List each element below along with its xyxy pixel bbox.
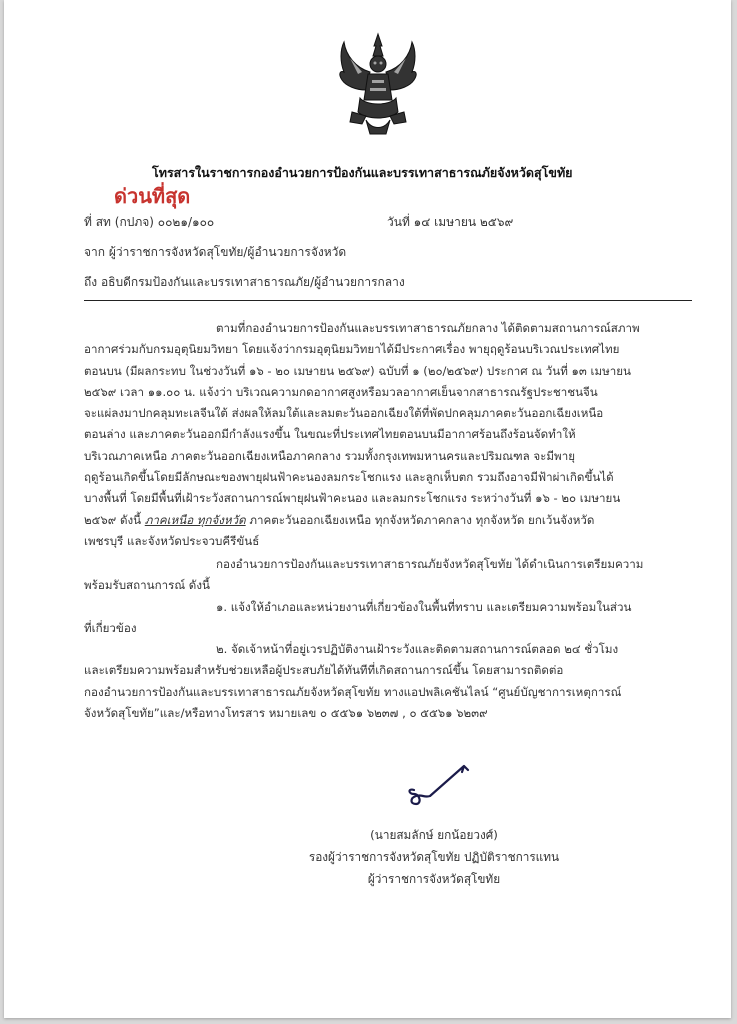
- garuda-emblem-icon: [336, 28, 420, 138]
- from-field: จาก ผู้ว่าราชการจังหวัดสุโขทัย/ผู้อำนวยการจังหวัด: [84, 245, 347, 259]
- signer-position: รองผู้ว่าราชการจังหวัดสุโขทัย ปฏิบัติราชการแทน: [308, 850, 560, 864]
- underlined-region: ภาคเหนือ ทุกจังหวัด: [144, 512, 246, 527]
- paragraph-line: กองอำนวยการป้องกันและบรรเทาสาธารณภัยจังหวัดสุโขทัย ได้ดำเนินการเตรียมความ: [216, 557, 644, 571]
- paragraph-line: จังหวัดสุโขทัย”และ/หรือทางโทรสาร หมายเลข ๐ ๕๕๖๑ ๖๒๓๗ , ๐ ๕๕๖๑ ๖๒๓๙: [84, 706, 488, 721]
- list-item-2: ๒. จัดเจ้าหน้าที่อยู่เวรปฏิบัติงานเฝ้าระวังและติดตามสถานการณ์ตลอด ๒๔ ชั่วโมง: [216, 642, 619, 657]
- paragraph-line: ๒๕๖๙ เวลา ๑๑.๐๐ น. แจ้งว่า บริเวณความกดอากาศสูงหรือมวลอากาศเย็นจากสาธารณรัฐประชาชนจีน: [84, 384, 598, 399]
- paragraph-line: ฤดูร้อนเกิดขึ้นโดยมีลักษณะของพายุฝนฟ้าคะนองลมกระโชกแรง และลูกเห็บตก รวมถึงอาจมีฟ้าผ่าเกิดขึ้นได้: [84, 470, 614, 485]
- paragraph-line: พร้อมรับสถานการณ์ ดังนี้: [84, 578, 210, 593]
- signer-name: (นายสมลักษ์ ยกน้อยวงศ์): [370, 828, 498, 842]
- document-date: วันที่ ๑๔ เมษายน ๒๕๖๙: [387, 215, 514, 229]
- header-divider: [84, 300, 692, 301]
- paragraph-line: บางพื้นที่ โดยมีพื้นที่เฝ้าระวังสถานการณ์พายุฝนฟ้าคะนอง และลมกระโชกแรง ระหว่างวันที่ ๑๖ - ๒๐ เมษายน: [84, 491, 621, 506]
- paragraph-line: ที่เกี่ยวข้อง: [84, 620, 137, 635]
- paragraph-line: เพชรบุรี และจังหวัดประจวบคีรีขันธ์: [84, 533, 260, 548]
- paragraph-line: อากาศร่วมกับกรมอุตุนิยมวิทยา โดยแจ้งว่ากรมอุตุนิยมวิทยาได้มีประกาศเรื่อง พายุฤดูร้อนบริเวณประเทศไทย: [84, 342, 620, 357]
- signer-position-2: ผู้ว่าราชการจังหวัดสุโขทัย: [367, 872, 501, 886]
- paragraph-line: และเตรียมความพร้อมสำหรับช่วยเหลือผู้ประสบภัยได้ทันทีที่เกิดสถานการณ์ขึ้น โดยสามารถติดต่อ: [84, 663, 564, 678]
- paragraph-line: กองอำนวยการป้องกันและบรรเทาสาธารณภัยจังหวัดสุโขทัย ทางแอปพลิเคชันไลน์ “ศูนย์บัญชาการเหตุการณ์: [84, 684, 622, 699]
- paragraph-line: ตอนล่าง และภาคตะวันออกมีกำลังแรงขึ้น ในขณะที่ประเทศไทยตอนบนมีอากาศร้อนถึงร้อนจัดทำให้: [84, 427, 576, 442]
- document-header-title: โทรสารในราชการกองอำนวยการป้องกันและบรรเทาสาธารณภัยจังหวัดสุโขทัย: [152, 165, 573, 180]
- to-field: ถึง อธิบดีกรมป้องกันและบรรเทาสาธารณภัย/ผู้อำนวยการกลาง: [84, 275, 405, 289]
- list-item-1: ๑. แจ้งให้อำเภอและหน่วยงานที่เกี่ยวข้องในพื้นที่ทราบ และเตรียมความพร้อมในส่วน: [216, 599, 632, 614]
- body-paragraph-2: [84, 554, 696, 724]
- line-prefix: ๒๕๖๙ ดังนี้: [84, 512, 145, 527]
- paragraph-line: ตอนบน (มีผลกระทบ ในช่วงวันที่ ๑๖ - ๒๐ เมษายน ๒๕๖๙) ฉบับที่ ๑ (๒๐/๒๕๖๙) ประกาศ ณ วันที่ ๑๓ เมษายน: [84, 363, 631, 378]
- urgency-label: ด่วนที่สุด: [114, 184, 191, 208]
- signature-icon: [402, 760, 482, 810]
- body-paragraph-1: [84, 318, 696, 552]
- line-suffix: ภาคตะวันออกเฉียงเหนือ ทุกจังหวัดภาคกลาง ทุกจังหวัด ยกเว้นจังหวัด: [245, 512, 595, 527]
- document-page: [4, 0, 731, 1018]
- reference-number: ที่ สท (กปภจ) ๐๐๒๑/๑๐๐: [84, 215, 215, 229]
- paragraph-line: บริเวณภาคเหนือ ภาคตะวันออกเฉียงเหนือภาคกลาง รวมทั้งกรุงเทพมหานครและปริมณฑล จะมีพายุ: [84, 448, 575, 463]
- paragraph-line: ตามที่กองอำนวยการป้องกันและบรรเทาสาธารณภัยกลาง ได้ติดตามสถานการณ์สภาพ: [216, 321, 640, 335]
- paragraph-line: จะแผ่ลงมาปกคลุมทะเลจีนใต้ ส่งผลให้ลมใต้และลมตะวันออกเฉียงใต้ที่พัดปกคลุมภาคตะวันออกเฉียงเหนือ: [84, 406, 604, 421]
- paragraph-line: [84, 510, 696, 531]
